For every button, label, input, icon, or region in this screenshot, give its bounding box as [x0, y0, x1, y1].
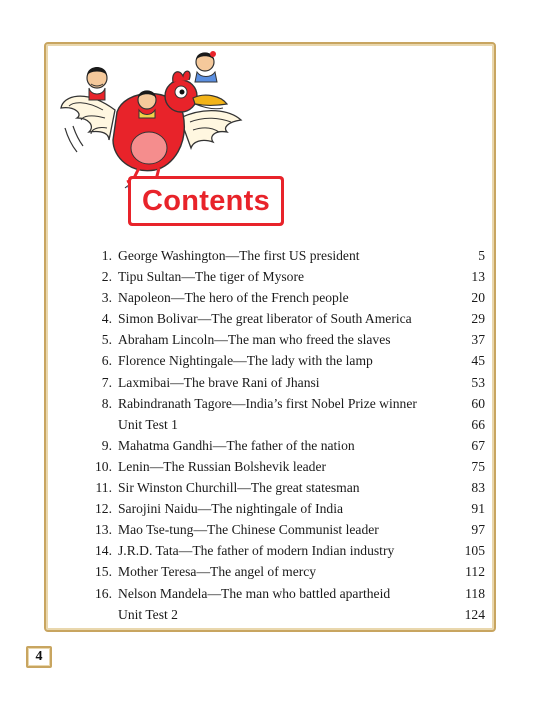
toc-entry-page: 60: [471, 395, 485, 411]
toc-entry: [88, 266, 485, 287]
toc-entry-title: Lenin—The Russian Bolshevik leader: [118, 458, 327, 474]
page-number: 4: [26, 646, 52, 668]
toc-entry-number: 12.: [95, 501, 112, 517]
toc-entry-page: 45: [471, 353, 485, 369]
toc-entry-number: 9.: [101, 437, 112, 453]
toc-entry-number: 5.: [101, 332, 112, 348]
toc-entry-number: 7.: [101, 374, 112, 390]
toc-entry: [88, 414, 485, 435]
toc-entry-page: 67: [471, 437, 485, 453]
toc-entry-page: 118: [465, 585, 485, 601]
toc-entry-number: 16.: [95, 585, 112, 601]
toc-entry: [88, 498, 485, 519]
toc-entry-title: Tipu Sultan—The tiger of Mysore: [118, 269, 305, 285]
toc-entry-title: Rabindranath Tagore—India’s first Nobel Prize winner: [118, 395, 417, 411]
toc-entry: [88, 393, 485, 414]
toc-entry-number: 10.: [95, 458, 112, 474]
toc-entry: [88, 245, 485, 266]
toc-entry: [88, 329, 485, 350]
toc-entry-title: J.R.D. Tata—The father of modern Indian industry: [118, 543, 395, 559]
toc-entry-page: 124: [464, 606, 485, 622]
toc-entry-title: Abraham Lincoln—The man who freed the slaves: [118, 332, 391, 348]
toc-entry-page: 91: [471, 501, 485, 517]
toc-entry: [88, 372, 485, 393]
toc-entry: [88, 583, 485, 604]
toc-entry-page: 37: [471, 332, 485, 348]
toc-entry: [88, 435, 485, 456]
toc-entry-page: 5: [478, 248, 485, 263]
toc-entry-number: 8.: [101, 395, 112, 411]
toc-entry-page: 112: [465, 564, 485, 580]
toc-entry-title: Napoleon—The hero of the French people: [118, 290, 349, 306]
toc-entry-title: Mother Teresa—The angel of mercy: [118, 564, 317, 580]
toc-entry-number: 14.: [95, 543, 112, 559]
toc-entry-page: 97: [471, 522, 485, 538]
toc-entry-number: 11.: [95, 480, 112, 496]
toc-entry-page: 29: [471, 311, 485, 327]
toc-entry-title: Simon Bolivar—The great liberator of South America: [118, 311, 412, 327]
contents-title-box: [128, 176, 284, 226]
toc-entry-page: 53: [471, 374, 485, 390]
page-title: Contents: [131, 179, 281, 223]
toc-entry-title: Unit Test 2: [118, 606, 178, 622]
toc-entry: [88, 456, 485, 477]
toc-entry-title: Laxmibai—The brave Rani of Jhansi: [118, 374, 320, 390]
toc-entry-page: 83: [471, 480, 485, 496]
toc-entry-number: 2.: [101, 269, 112, 285]
toc-entry-page: 105: [464, 543, 485, 559]
table-of-contents: [88, 245, 485, 625]
toc-entry: [88, 308, 485, 329]
toc-entry-page: 66: [471, 416, 485, 432]
toc-entry-number: 6.: [101, 353, 112, 369]
toc-entry-number: 1.: [101, 248, 112, 263]
toc-entry-page: 20: [471, 290, 485, 306]
toc-entry-title: Mahatma Gandhi—The father of the nation: [118, 437, 355, 453]
toc-entry: [88, 477, 485, 498]
toc-entry: [88, 519, 485, 540]
toc-entry-number: 15.: [95, 564, 112, 580]
toc-entry-title: Mao Tse-tung—The Chinese Communist leader: [118, 522, 379, 538]
toc-entry: [88, 604, 485, 625]
toc-entry: [88, 540, 485, 561]
toc-entry-title: Unit Test 1: [118, 416, 178, 432]
toc-entry-title: Florence Nightingale—The lady with the lamp: [118, 353, 373, 369]
toc-entry: [88, 350, 485, 371]
toc-entry-page: 13: [471, 269, 485, 285]
toc-entry-title: Sir Winston Churchill—The great statesman: [118, 480, 360, 496]
toc-entry-title: Nelson Mandela—The man who battled apartheid: [118, 585, 391, 601]
toc-entry-number: 13.: [95, 522, 112, 538]
toc-entry: [88, 287, 485, 308]
toc-entry-number: 4.: [101, 311, 112, 327]
toc-entry-title: Sarojini Naidu—The nightingale of India: [118, 501, 344, 517]
toc-entry-page: 75: [471, 458, 485, 474]
toc-entry-number: 3.: [101, 290, 112, 306]
toc-entry: [88, 561, 485, 582]
toc-entry-title: George Washington—The first US president: [118, 248, 360, 263]
